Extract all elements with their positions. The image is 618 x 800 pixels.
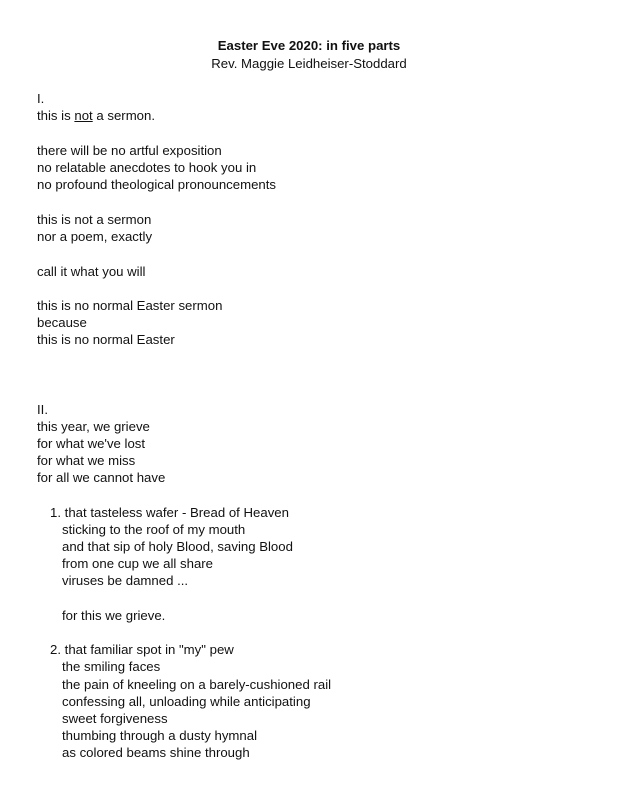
poem-line: sweet forgiveness [62, 711, 168, 726]
poem-line: for what we miss [37, 453, 136, 468]
poem-line: for all we cannot have [37, 470, 166, 485]
poem-line: and that sip of holy Blood, saving Blood [62, 539, 293, 554]
poem-line: this is no normal Easter [37, 332, 175, 347]
poem-line: confessing all, unloading while anticipating [62, 694, 311, 709]
poem-line: viruses be damned ... [62, 573, 189, 588]
poem-line: call it what you will [37, 264, 146, 279]
poem-line: nor a poem, exactly [37, 229, 153, 244]
poem-line: no relatable anecdotes to hook you in [37, 160, 257, 175]
poem-line: the pain of kneeling on a barely-cushioned rail [62, 677, 332, 692]
poem-line: no profound theological pronouncements [37, 177, 277, 192]
part1-line1-underline: not [74, 108, 93, 123]
document-title: Easter Eve 2020: in five parts [217, 38, 401, 53]
poem-line: thumbing through a dusty hymnal [62, 728, 257, 743]
poem-line-refrain: for this we grieve. [62, 608, 166, 623]
list-item-1: 1. that tasteless wafer - Bread of Heaven [50, 505, 289, 520]
part2-heading: II. [37, 402, 48, 417]
poem-line: sticking to the roof of my mouth [62, 522, 246, 537]
poem-line: as colored beams shine through [62, 745, 250, 760]
list-item-2: 2. that familiar spot in "my" pew [50, 642, 234, 657]
part1-heading: I. [37, 91, 45, 106]
part1-line1-pre: this is [37, 108, 75, 123]
poem-line: this is not a sermon [37, 212, 152, 227]
poem-line: for what we've lost [37, 436, 146, 451]
poem-line: the smiling faces [62, 659, 161, 674]
part1-line1-post: a sermon. [92, 108, 156, 123]
document-author: Rev. Maggie Leidheiser-Stoddard [211, 56, 407, 71]
poem-line: this year, we grieve [37, 419, 150, 434]
poem-line: this is no normal Easter sermon [37, 298, 223, 313]
part1-line1 [37, 107, 155, 125]
poem-line: there will be no artful exposition [37, 143, 222, 158]
poem-line: because [37, 315, 87, 330]
poem-line: from one cup we all share [62, 556, 213, 571]
